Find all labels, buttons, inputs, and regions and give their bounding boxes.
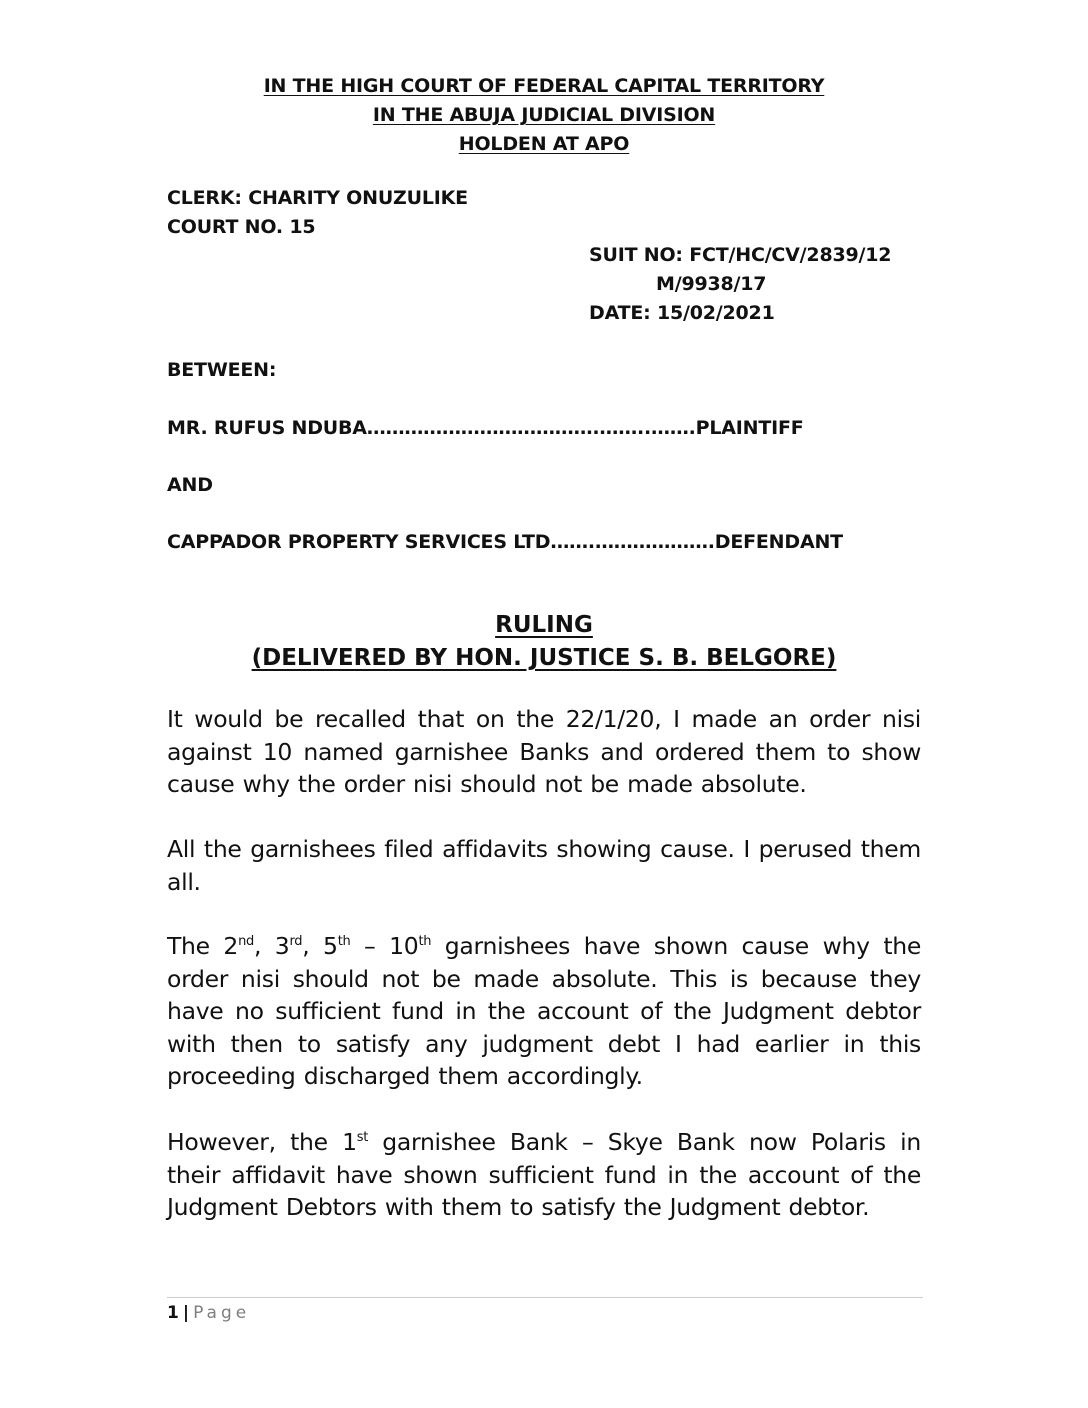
ruling-subtitle: (DELIVERED BY HON. JUSTICE S. B. BELGORE) [251, 645, 837, 671]
ordinal-suffix: th [418, 934, 432, 950]
paragraph-3-text-a: The 2 [167, 932, 239, 960]
ordinal-suffix: st [356, 1130, 368, 1146]
paragraph-3-text-b: , 3 [254, 932, 290, 960]
court-header-line-3: HOLDEN AT APO [458, 133, 630, 155]
court-header-line-1: IN THE HIGH COURT OF FEDERAL CAPITAL TERRITORY [263, 75, 825, 97]
plaintiff-line: MR. RUFUS NDUBA……………………………….……..…….PLAINTIFF [167, 417, 804, 439]
defendant-line: CAPPADOR PROPERTY SERVICES LTD…….……………….DEFENDANT [167, 531, 843, 553]
page-label: Page [193, 1303, 251, 1323]
ordinal-suffix: th [337, 934, 351, 950]
paragraph-4-text-b: garnishee Bank – Skye Bank now Polaris in their affidavit have shown sufficient fund in the account of the Judgment Debtors with them to satisfy the Judgment debtor. [167, 1128, 921, 1222]
paragraph-2: All the garnishees filed affidavits showing cause. I perused them all. [167, 835, 921, 896]
between-label: BETWEEN: [167, 359, 277, 381]
footer-separator: | [182, 1303, 190, 1323]
paragraph-4 [167, 1126, 921, 1224]
ordinal-suffix: rd [289, 934, 303, 950]
page-number: 1 [167, 1303, 179, 1323]
and-label: AND [167, 474, 213, 496]
ruling-date: DATE: 15/02/2021 [589, 302, 775, 324]
court-header [0, 72, 1088, 159]
paragraph-3-text-e: garnishees have shown cause why the order nisi should not be made absolute. This is because they have no sufficient fund in the account of the Judgment debtor with then to satisfy any judgment debt I had earlier in this proceeding discharged them accordingly. [167, 932, 921, 1091]
paragraph-1: It would be recalled that on the 22/1/20, I made an order nisi against 10 named garnishee Banks and ordered them to show cause why the order nisi should not be made absolute. [167, 705, 921, 799]
ordinal-suffix: nd [238, 934, 254, 950]
court-number: COURT NO. 15 [167, 216, 316, 238]
clerk-name: CLERK: CHARITY ONUZULIKE [167, 187, 468, 209]
paragraph-3 [167, 930, 921, 1093]
suit-number: SUIT NO: FCT/HC/CV/2839/12 [589, 244, 892, 266]
paragraph-3-text-d: – 10 [350, 932, 419, 960]
ruling-heading [0, 609, 1088, 675]
page-footer [167, 1302, 250, 1324]
paragraph-3-text-c: , 5 [302, 932, 338, 960]
court-header-line-2: IN THE ABUJA JUDICIAL DIVISION [372, 104, 716, 126]
footer-divider [167, 1297, 923, 1298]
ruling-title: RULING [495, 612, 593, 638]
paragraph-4-text-a: However, the 1 [167, 1128, 357, 1156]
motion-number: M/9938/17 [656, 273, 767, 295]
